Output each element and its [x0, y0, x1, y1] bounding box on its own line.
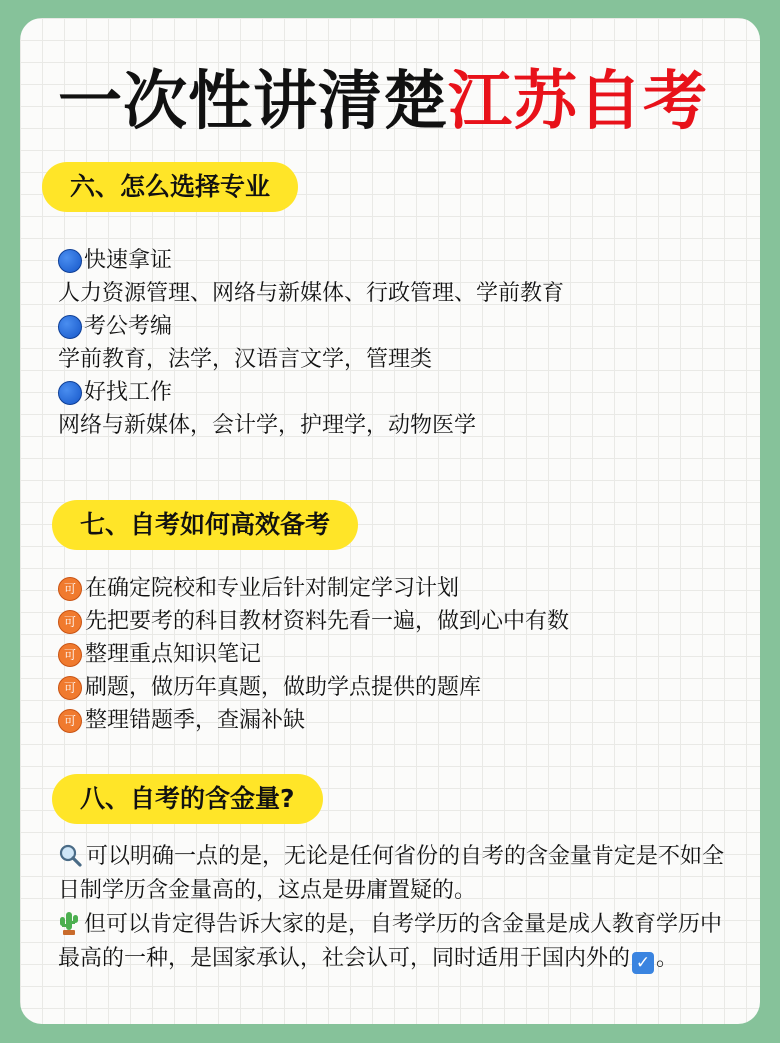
orange-ke-icon: 可 [58, 610, 82, 634]
list-item: 可 整理重点知识笔记 [58, 638, 569, 671]
orange-ke-icon: 可 [58, 709, 82, 733]
section-7-list [58, 572, 569, 737]
blue-circle-icon [58, 381, 82, 405]
blue-circle-icon [58, 315, 82, 339]
orange-ke-icon: 可 [58, 643, 82, 667]
paragraph: 但可以肯定得告诉大家的是，自考学历的含金量是成人教育学历中最高的一种，是国家承认，社会认可，同时适用于国内外的 ✓ 。 [58, 908, 738, 976]
list-item-detail: 网络与新媒体，会计学，护理学，动物医学 [58, 413, 477, 438]
title-main: 一次性讲清楚 [58, 65, 448, 139]
blue-circle-icon [58, 249, 82, 273]
section-6-list [58, 244, 564, 442]
orange-ke-icon: 可 [58, 577, 82, 601]
list-item: 可 先把要考的科目教材资料先看一遍，做到心中有数 [58, 605, 569, 638]
section-heading-8: 八、自考的含金量? [52, 774, 323, 824]
list-item-label: 好找工作 [58, 376, 564, 409]
magnifier-icon [58, 843, 82, 867]
list-item: 可 刷题，做历年真题，做助学点提供的题库 [58, 671, 569, 704]
section-heading-7: 七、自考如何高效备考 [52, 500, 358, 550]
section-8-body [58, 840, 738, 976]
list-item-label: 考公考编 [58, 310, 564, 343]
page-title [58, 62, 708, 142]
title-highlight: 江苏自考 [448, 65, 708, 139]
orange-ke-icon: 可 [58, 676, 82, 700]
list-item-detail: 人力资源管理、网络与新媒体、行政管理、学前教育 [58, 281, 565, 306]
content-card [20, 18, 760, 1024]
list-item-label: 快速拿证 [58, 244, 564, 277]
check-box-icon: ✓ [632, 952, 654, 974]
list-item: 可 整理错题季，查漏补缺 [58, 704, 569, 737]
list-item: 可 在确定院校和专业后针对制定学习计划 [58, 572, 569, 605]
cactus-icon [58, 909, 80, 935]
section-heading-6: 六、怎么选择专业 [42, 162, 298, 212]
paragraph: 可以明确一点的是，无论是任何省份的自考的含金量肯定是不如全日制学历含金量高的，这点是毋庸置疑的。 [58, 844, 725, 903]
list-item-detail: 学前教育，法学，汉语言文学，管理类 [58, 347, 433, 372]
